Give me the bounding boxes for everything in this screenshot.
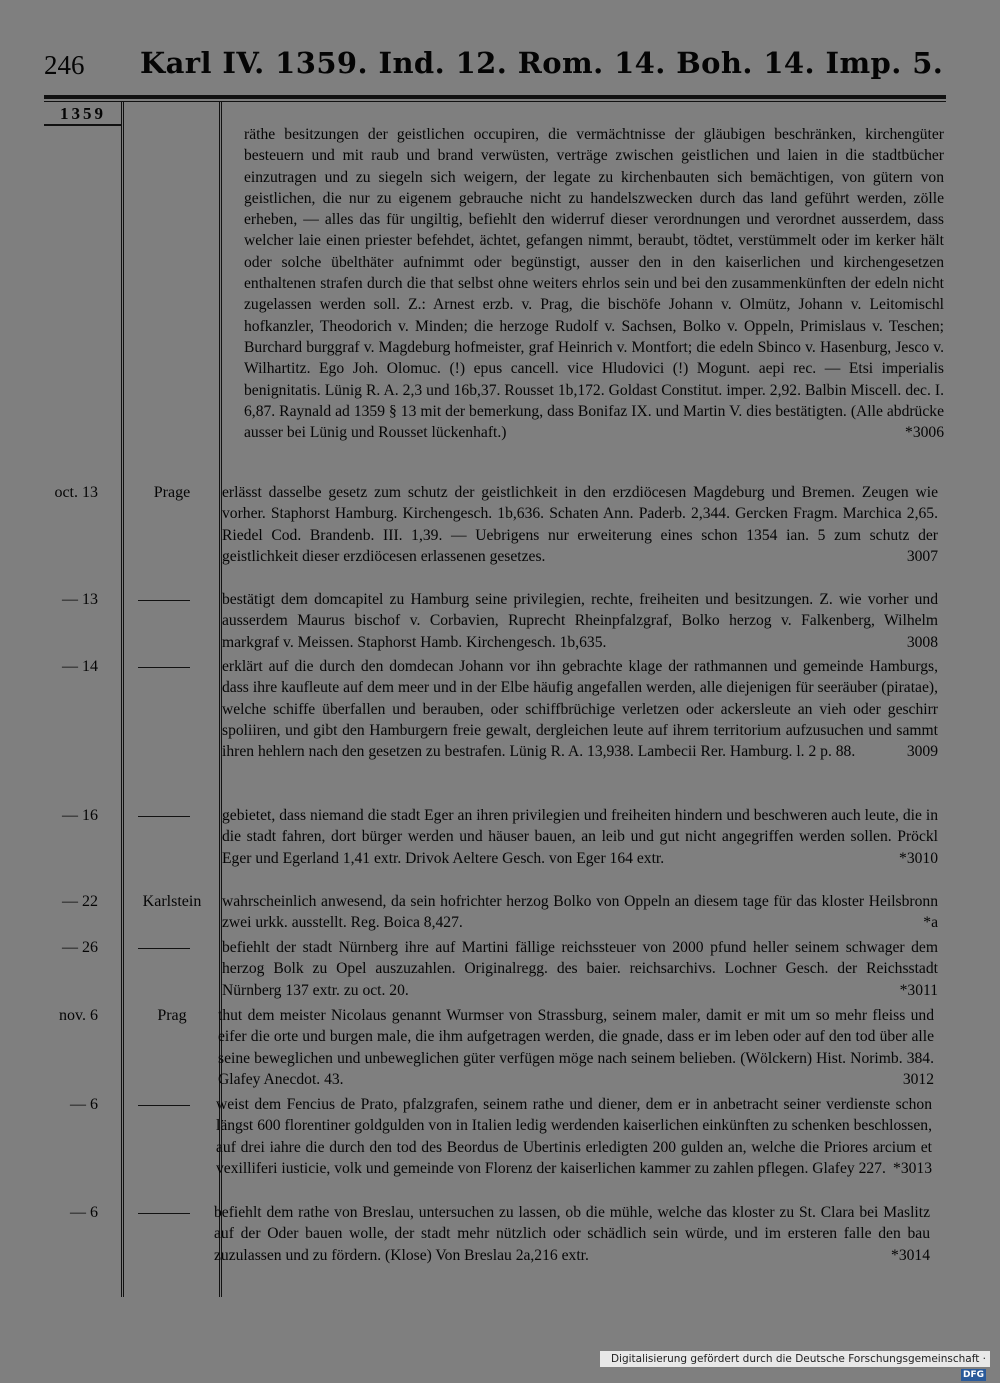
entry-date: nov. 6 — [59, 1007, 98, 1024]
year-label: 1359 — [60, 104, 106, 123]
entry-text: befiehlt der stadt Nürnberg ihre auf Martini fällige reichssteuer von 2000 pfund heller seinem schwager dem herzog Bolk zu Opel auszuzahlen. Originalregg. des baier. reichsarchivs. Lochner Gesch. der Reichsstadt Nürnberg 137 extr. zu oct. 20. *3011 — [222, 937, 938, 1001]
entry-text: erlässt dasselbe gesetz zum schutz der geistlichkeit in den erzdiöcesen Magdeburg und Bremen. Zeugen wie vorher. Staphorst Hamburg. Kirchengesch. 1b,636. Schaten Ann. Paderb. 2,344. Gercken Fragm. Marchica 2,65. Riedel Cod. Brandenb. III. 1,39. — Uebrigens nur erweiterung eines schon 1354 ian. 5 zum schutz der geistlichkeit dieser erzdiöcesen erlassenen gesetzes. 3007 — [222, 482, 938, 567]
header-rule — [44, 95, 946, 99]
ditto-dash — [138, 816, 190, 817]
entry-number: *3010 — [899, 849, 938, 867]
entry-text: befiehlt dem rathe von Breslau, untersuchen zu lassen, ob die mühle, welche das kloster zu St. Clara bei Maslitz auf der Oder bauen wolle, der stadt mehr nützlich oder schädlich sein würde, und im ersteren falle den bau zuzulassen und zu fördern. (Klose) Von Breslau 2a,216 extr. *3014 — [214, 1202, 930, 1266]
entry-date: — 26 — [62, 939, 98, 956]
year-rule — [44, 124, 122, 126]
entry-text: weist dem Fencius de Prato, pfalzgrafen, seinem rathe und diener, dem er in anbetracht seiner verdienste schon längst 600 florentiner goldgulden von in Italien ledig werdenden kaiserlichen einkünften zu schenken beschlossen, auf drei iahre die durch den tod des Beordus de Ubertinis erledigten 200 gulden an, welche die Priores arcium et vexilliferi iusticie, volk und gemeinde von Florenz der kaiserlichen kammer zu zahlen pflegen. Glafey 227. *3013 — [216, 1094, 932, 1179]
page-header — [0, 0, 1000, 100]
entry-number: 3007 — [906, 547, 938, 565]
column-divider — [123, 101, 124, 1297]
entry-number: 3008 — [906, 633, 938, 651]
entry-place: Prage — [153, 484, 191, 501]
dfg-credit-footer — [600, 1351, 990, 1380]
footer-credit: Digitalisierung gefördert durch die Deutsche Forschungsgemeinschaft · — [610, 1353, 986, 1365]
ditto-dash — [138, 1213, 190, 1214]
ditto-dash — [138, 667, 190, 668]
entry-number: *3013 — [893, 1159, 932, 1177]
entry-date: — 16 — [62, 807, 98, 824]
entry-place: Prag — [157, 1007, 187, 1024]
entry-number: *3011 — [899, 981, 938, 999]
entry-text: thut dem meister Nicolaus genannt Wurmser von Strassburg, seinem maler, damit er mit um so mehr fleiss und eifer die orte und burgen male, die ihm aufgetragen werden, die gnade, dass er im leben oder auf den tod über alle seine beweglichen und unbeweglichen güter verfügen möge nach seinem belieben. (Wölckern) Hist. Norimb. 384. Glafey Anecdot. 43. 3012 — [218, 1005, 934, 1090]
entry-text: gebietet, dass niemand die stadt Eger an ihren privilegien und freiheiten hindern und beschweren auch leute, die in die stadt fahren, dort bürger werden und häuser bauen, an leib und gut nicht angegriffen werden sollen. Pröckl Eger und Egerland 1,41 extr. Drivok Aeltere Gesch. von Eger 164 extr. *3010 — [222, 805, 938, 869]
column-divider — [121, 101, 122, 1297]
entry-date: — 14 — [62, 658, 98, 675]
entry-date: — 22 — [62, 893, 98, 910]
entry-date: — 6 — [70, 1204, 98, 1221]
ditto-dash — [138, 1105, 190, 1106]
entry-text: räthe besitzungen der geistlichen occupiren, die vermächtnisse der gläubigen beschränken, kirchengüter besteuern und mit raub und brand verwüsten, verträge zwischen geistlichen und laien in die stadtbücher einzutragen und zu siegeln sich weigern, der legate zu kirchenbauten sich bemächtigen, von gütern von geistlichen, die nur zu eigenem gebrauche nicht zu handelszwecken durch das land geführt werden, zölle erheben, — alles das für ungiltig, befiehlt den widerruf dieser verordnungen und verordnet ausserdem, dass welcher laie einen priester befehdet, ächtet, gefangen nimmt, beraubt, tödtet, verstümmelt oder im kerker hält oder solche übelthäter aufnimmt oder begünstigt, ausser den in den kaiserlichen und kirchengesetzen enthaltenen strafen durch die that selbst ohne weiters ehrlos sein und bei den zusammenkünften der edeln nicht zugelassen werden soll. Z.: Arnest erzb. v. Prag, die bischöfe Johann v. Olmütz, Johann v. Leitomischl hofkanzler, Theodorich v. Minden; die herzoge Rudolf v. Sachsen, Bolko v. Oppeln, Primislaus v. Teschen; Burchard burggraf v. Magdeburg hofmeister, graf Heinrich v. Montfort; die edeln Sbinco v. Hasenburg, Jesco v. Wilhartitz. Ego Joh. Olomuc. (!) epus cancell. vice Hludovici (!) Mogunt. aepi rec. — Etsi imperialis benignitatis. Lünig R. A. 2,3 und 16b,37. Rousset 1b,172. Goldast Constitut. imper. 2,92. Balbin Miscell. dec. I. 6,87. Raynald ad 1359 § 13 mit der bemerkung, dass Bonifaz IX. und Martin V. dies bestätigten. (Alle abdrücke ausser bei Lünig und Rousset lückenhaft.) *3006 — [244, 124, 944, 443]
entry-date: oct. 13 — [54, 484, 98, 501]
ditto-dash — [138, 600, 190, 601]
page-number: 246 — [44, 50, 85, 80]
entry-text: erklärt auf die durch den domdecan Johann vor ihn gebrachte klage der rathmannen und gemeinde Hamburgs, dass ihre kaufleute auf dem meer und in der Elbe häufig angefallen werden, alle diejenigen für seeräuber (piratae), welche schiffe überfallen und berauben, oder schiffbrüchige verletzen oder ackersleute an vieh oder geschirr spoliiren, und gibt den Hamburgern freie gewalt, dergleichen leute auf ihrem territorium aufzusuchen und sammt ihren hehlern nach den gesetzen zu bestrafen. Lünig R. A. 13,938. Lambecii Rer. Hamburg. l. 2 p. 88. 3009 — [222, 656, 938, 762]
entry-text: wahrscheinlich anwesend, da sein hofrichter herzog Bolko von Oppeln an diesem tage für das kloster Heilsbronn zwei urkk. ausstellt. Reg. Boica 8,427. *a — [222, 891, 938, 934]
dfg-logo: DFG — [962, 1370, 984, 1380]
entry-number: *3006 — [905, 424, 944, 442]
entry-number: 3009 — [906, 743, 938, 761]
entry-number: 3012 — [902, 1070, 934, 1088]
header-rule-thin — [44, 101, 946, 102]
entry-text: bestätigt dem domcapitel zu Hamburg seine privilegien, rechte, freiheiten und besitzungen. Z. wie vorher und ausserdem Maurus bischof v. Corbavien, Ruprecht Rheinpfalzgraf, Bolko herzog v. Falkenberg, Wilhelm markgraf v. Meissen. Staphorst Hamb. Kirchengesch. 1b,635. 3008 — [222, 589, 938, 653]
entry-number: *3014 — [891, 1246, 930, 1264]
running-head: Karl IV. 1359. Ind. 12. Rom. 14. Boh. 14. Imp. 5. — [140, 46, 944, 80]
ditto-dash — [138, 948, 190, 949]
entry-number: *a — [923, 914, 938, 932]
entry-date: — 6 — [70, 1096, 98, 1113]
entry-place: Karlstein — [142, 893, 202, 910]
entry-date: — 13 — [62, 591, 98, 608]
